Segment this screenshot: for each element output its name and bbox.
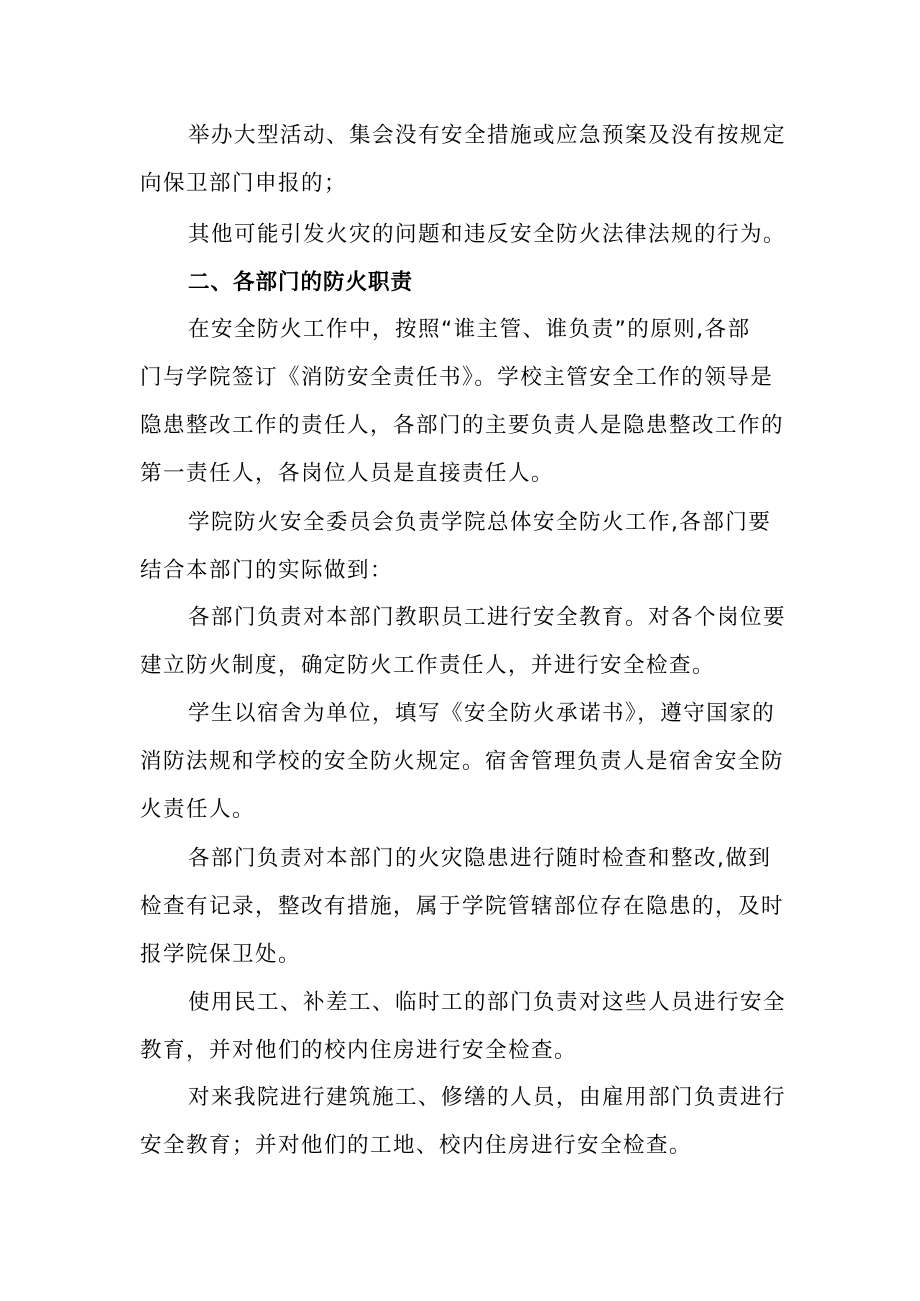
paragraph-line: 建立防火制度，确定防火工作责任人，并进行安全检查。 bbox=[140, 653, 716, 678]
paragraph-line: 向保卫部门申报的； bbox=[140, 171, 348, 196]
paragraph-line: 消防法规和学校的安全防火规定。宿舍管理负责人是宿舍安全防 bbox=[140, 749, 785, 774]
paragraph-line: 安全教育；并对他们的工地、校内住房进行安全检查。 bbox=[140, 1133, 693, 1158]
paragraph-line: 其他可能引发火灾的问题和违反安全防火法律法规的行为。 bbox=[188, 222, 787, 247]
paragraph-line: 第一责任人，各岗位人员是直接责任人。 bbox=[140, 461, 555, 486]
paragraph-line: 在安全防火工作中，按照“谁主管、谁负责”的原则,各部 bbox=[188, 317, 751, 342]
paragraph-line: 各部门负责对本部门教职员工进行安全教育。对各个岗位要 bbox=[188, 605, 787, 630]
paragraph-line: 报学院保卫处。 bbox=[140, 942, 302, 967]
paragraph-line: 火责任人。 bbox=[140, 797, 256, 822]
paragraph-line: 检查有记录，整改有措施，属于学院管辖部位存在隐患的，及时 bbox=[140, 894, 785, 919]
paragraph-line: 学院防火安全委员会负责学院总体安全防火工作,各部门要 bbox=[188, 510, 772, 535]
paragraph-line: 教育，并对他们的校内住房进行安全检查。 bbox=[140, 1038, 578, 1063]
paragraph-line: 对来我院进行建筑施工、修缮的人员，由雇用部门负责进行 bbox=[188, 1085, 787, 1110]
paragraph-line: 门与学院签订《消防安全责任书》。学校主管安全工作的领导是 bbox=[140, 365, 774, 390]
paragraph-line: 举办大型活动、集会没有安全措施或应急预案及没有按规定 bbox=[188, 123, 787, 148]
section-heading: 二、各部门的防火职责 bbox=[188, 270, 414, 295]
paragraph-line: 使用民工、补差工、临时工的部门负责对这些人员进行安全 bbox=[188, 990, 787, 1015]
paragraph-line: 学生以宿舍为单位，填写《安全防火承诺书》，遵守国家的 bbox=[188, 701, 776, 726]
paragraph-line: 隐患整改工作的责任人，各部门的主要负责人是隐患整改工作的 bbox=[140, 413, 785, 438]
paragraph-line: 各部门负责对本部门的火灾隐患进行随时检查和整改,做到 bbox=[188, 846, 772, 871]
paragraph-line: 结合本部门的实际做到： bbox=[140, 558, 394, 583]
